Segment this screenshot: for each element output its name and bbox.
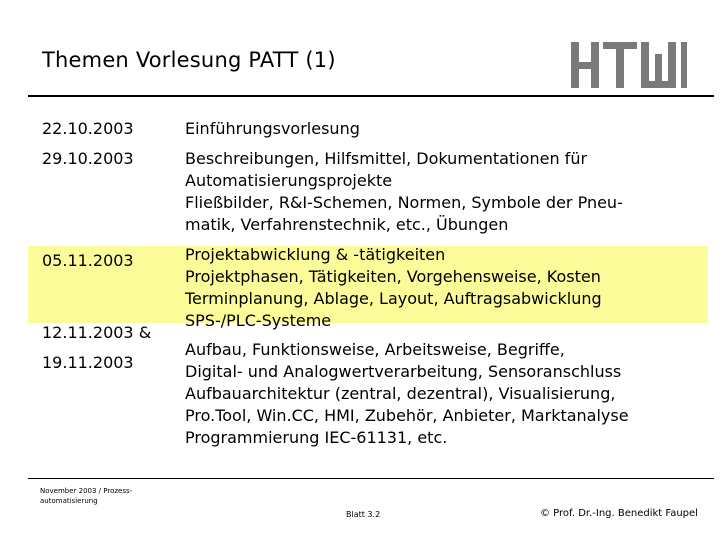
topic-line: Einführungsvorlesung xyxy=(185,119,360,138)
topic-line: Programmierung IEC-61131, etc. xyxy=(185,428,448,447)
topic-line: Automatisierungsprojekte xyxy=(185,171,393,190)
topic-line: Projektabwicklung & -tätigkeiten xyxy=(185,245,446,264)
topic-line: Projektphasen, Tätigkeiten, Vorgehensweise, Kosten xyxy=(185,267,601,286)
topic-line: Pro.Tool, Win.CC, HMI, Zubehör, Anbieter, Marktanalyse xyxy=(185,406,629,425)
topic-line: Beschreibungen, Hilfsmittel, Dokumentationen für xyxy=(185,149,588,168)
htw-logo xyxy=(571,40,693,90)
topic-line: Aufbau, Funktionsweise, Arbeitsweise, Begriffe, xyxy=(185,340,565,359)
date-5: 19.11.2003 xyxy=(42,353,134,372)
footer-divider xyxy=(28,478,714,479)
footer-page: Blatt 3.2 xyxy=(346,510,381,519)
topic-line: matik, Verfahrenstechnik, etc., Übungen xyxy=(185,215,509,234)
topic-line: SPS-/PLC-Systeme xyxy=(185,311,332,330)
title-divider xyxy=(28,95,714,97)
date-1: 22.10.2003 xyxy=(42,119,134,138)
topic-list xyxy=(185,118,715,449)
slide-title: Themen Vorlesung PATT (1) xyxy=(42,48,336,72)
topic-line: Digital- und Analogwertverarbeitung, Sensoranschluss xyxy=(185,362,622,381)
footer-course: November 2003 / Prozess-automatisierung xyxy=(40,487,133,505)
date-4: 12.11.2003 & xyxy=(42,323,152,342)
topic-line: Aufbauarchitektur (zentral, dezentral), Visualisierung, xyxy=(185,384,616,403)
footer-author: © Prof. Dr.-Ing. Benedikt Faupel xyxy=(540,508,698,519)
date-3: 05.11.2003 xyxy=(42,251,134,270)
topic-line: Fließbilder, R&I-Schemen, Normen, Symbole der Pneu- xyxy=(185,193,623,212)
topic-line: Terminplanung, Ablage, Layout, Auftragsabwicklung xyxy=(185,289,602,308)
date-2: 29.10.2003 xyxy=(42,149,134,168)
